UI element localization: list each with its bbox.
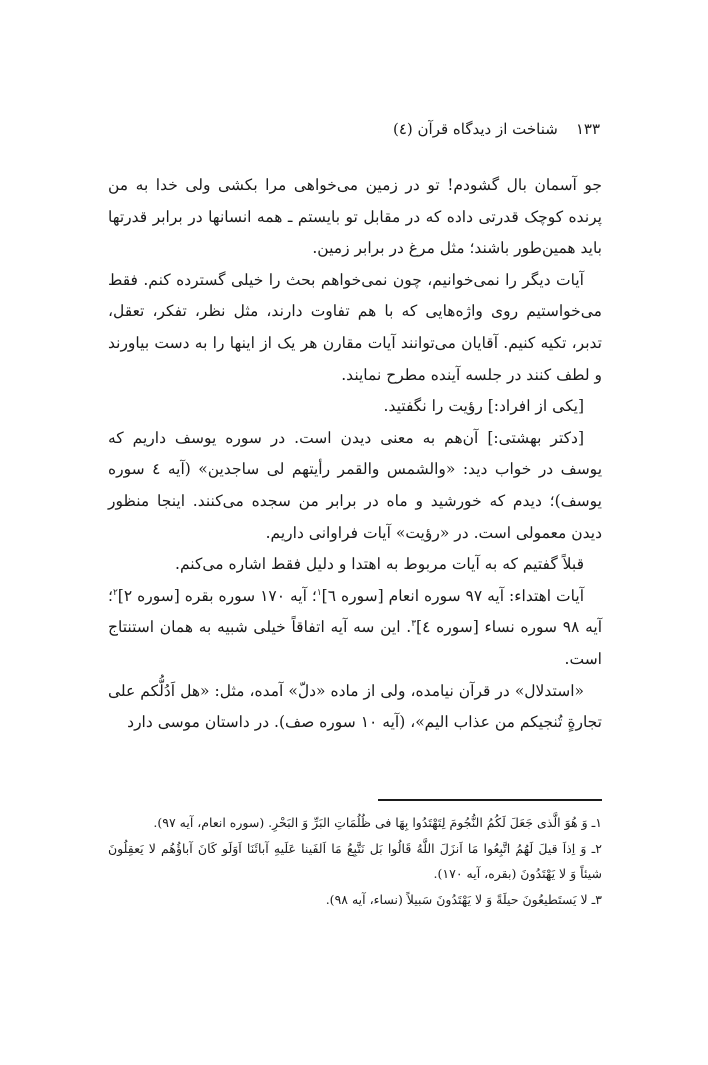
footnote-divider	[378, 799, 602, 801]
paragraph-3: [یکی از افراد:] رؤیت را نگفتید.	[383, 397, 584, 416]
header-title: شناخت از دیدگاه قرآن (٤)	[392, 120, 558, 138]
running-header	[110, 117, 600, 141]
footnote-ref-1: ١	[316, 587, 322, 598]
paragraph-6-part-b: ؛ آیه ١٧٠ سوره بقره [سوره ٢]	[117, 586, 317, 605]
paragraph-6	[108, 581, 602, 676]
paragraph-6-part-d: . این سه آیه اتفاقاً خیلی شبیه به همان استنتاج است.	[108, 618, 602, 668]
footnote-1: ١ـ وَ هُوَ الَّذی جَعَلَ لَکُمُ النُّجُومَ لِتَهْتَدُوا بِهَا فی ظُلُمَاتِ البَرِّ وَ البَحْرِ. (سوره انعام، آیه ٩٧).	[153, 815, 602, 830]
paragraph-7: «استدلال» در قرآن نیامده، ولی از ماده «دلّ» آمده، مثل: «هل اَدُلُّکم علی تجارةٍ تُنجیکم من عذاب الیم»، (آیه ١٠ سوره صف). در داستان موسی دارد	[108, 681, 602, 732]
footnote-2: ٢ـ وَ اِذاَ قیلَ لَهُمُ اتَّبِعُوا مَا اَنزَلَ اللَّهُ قَالُوا بَل نَتَّبِعُ مَا اَلفَینا عَلَیهِ آبائَنَا اَوَلَو کَانَ آباؤُهُم لا یَعقِلُونَ شیئاً وَ لا یَهْتَدُونَ (بقره، آیه ١٧٠).	[108, 840, 602, 881]
paragraph-6-part-a: آیات اهتداء: آیه ٩٧ سوره انعام [سوره ٦]	[321, 586, 584, 605]
footnote-ref-3: ٣	[411, 619, 417, 630]
paragraph-6-part-c: ؛ آیه ٩٨ سوره نساء [سوره ٤]	[108, 586, 603, 637]
footnotes	[108, 810, 602, 912]
body-text	[108, 170, 602, 739]
footnote-3: ٣ـ لا یَستَطیعُونَ حیلَةً وَ لا یَهْتَدُونَ سَبیلاً (نساء، آیه ٩٨).	[325, 891, 602, 907]
paragraph-1: جو آسمان بال گشودم! تو در زمین می‌خواهی مرا بکشی ولی خدا به من پرنده کوچک قدرتی داده که در مقابل تو بایستم ـ همه انسانها در برابر قدرتها باید همین‌طور باشند؛ مثل مرغ در برابر زمین.	[108, 176, 602, 258]
paragraph-4: [دکتر بهشتی:] آن‌هم به معنی دیدن است. در سوره یوسف داریم که یوسف در خواب دید: «والشمس والقمر رأیتهم لی ساجدین» (آیه ٤ سوره یوسف)؛ دیدم که خورشید و ماه در برابر من سجده می‌کنند. اینجا منظور دیدن معمولی است. در «رؤیت» آیات فراوانی داریم.	[108, 428, 603, 542]
footnote-ref-2: ٢	[112, 587, 118, 598]
page-number: ١٣٣	[575, 120, 600, 138]
paragraph-2: آیات دیگر را نمی‌خوانیم، چون نمی‌خواهم بحث را خیلی گسترده کنم. فقط می‌خواستیم روی واژه‌هایی که با هم تفاوت دارند، مثل نظر، تفکر، تعقل، تدبر، تکیه کنیم. آقایان می‌توانند آیات مقارن هر یک از اینها را به دست بیاورند و لطف کنند در جلسه آینده مطرح نمایند.	[108, 270, 602, 384]
paragraph-5: قبلاً گفتیم که به آیات مربوط به اهتدا و دلیل فقط اشاره می‌کنم.	[175, 555, 584, 574]
